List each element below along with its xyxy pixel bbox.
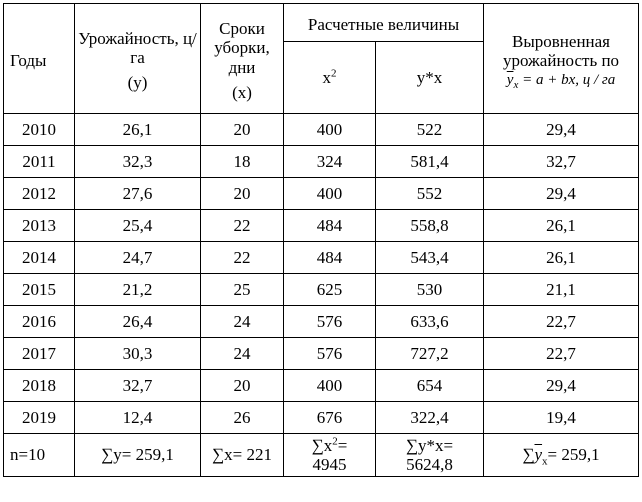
cell-year: 2015	[4, 274, 75, 306]
table-row	[4, 402, 639, 434]
cell-x2: 484	[284, 242, 376, 274]
cell-x2: 400	[284, 114, 376, 146]
cell-year: 2010	[4, 114, 75, 146]
cell-yx: 552	[376, 178, 484, 210]
table-row	[4, 210, 639, 242]
cell-days: 24	[201, 338, 284, 370]
cell-leveled: 32,7	[484, 146, 639, 178]
table-body	[4, 114, 639, 434]
header-leveled-formula: $\overline{y}_x = a$ + bx, ц / га	[506, 72, 616, 92]
cell-yx: 633,6	[376, 306, 484, 338]
cell-leveled: 19,4	[484, 402, 639, 434]
table-row	[4, 274, 639, 306]
footer-sum-x2: $\sum x^2=$ 4945	[284, 434, 376, 477]
cell-days: 24	[201, 306, 284, 338]
cell-year: 2016	[4, 306, 75, 338]
cell-x2: 400	[284, 370, 376, 402]
cell-yx: 581,4	[376, 146, 484, 178]
table-row	[4, 338, 639, 370]
cell-days: 20	[201, 114, 284, 146]
footer-sum-leveled: $\sum\overline{y}_x= 259,1$	[484, 434, 639, 477]
cell-year: 2012	[4, 178, 75, 210]
cell-leveled: 26,1	[484, 210, 639, 242]
cell-yield: 27,6	[75, 178, 201, 210]
table-row	[4, 178, 639, 210]
cell-x2: 400	[284, 178, 376, 210]
cell-yx: 322,4	[376, 402, 484, 434]
cell-yx: 530	[376, 274, 484, 306]
table-footer-row	[4, 434, 639, 477]
cell-days: 18	[201, 146, 284, 178]
cell-x2: 484	[284, 210, 376, 242]
table-row	[4, 114, 639, 146]
cell-year: 2019	[4, 402, 75, 434]
cell-yield: 24,7	[75, 242, 201, 274]
header-leveled-title: Выровненная урожайность по	[502, 32, 620, 71]
cell-x2: 576	[284, 306, 376, 338]
cell-days: 22	[201, 242, 284, 274]
cell-year: 2014	[4, 242, 75, 274]
cell-year: 2017	[4, 338, 75, 370]
cell-yield: 30,3	[75, 338, 201, 370]
cell-days: 22	[201, 210, 284, 242]
header-leveled	[484, 4, 639, 114]
header-x2: $x^2$	[284, 42, 376, 114]
yield-table	[3, 3, 639, 477]
footer-sum-y: ∑y= 259,1	[75, 434, 201, 477]
cell-leveled: 22,7	[484, 338, 639, 370]
cell-yx: 522	[376, 114, 484, 146]
header-yx: y*x	[376, 42, 484, 114]
footer-sum-x: ∑x= 221	[201, 434, 284, 477]
footer-sum-yx: ∑y*x= 5624,8	[376, 434, 484, 477]
cell-yx: 727,2	[376, 338, 484, 370]
cell-yield: 25,4	[75, 210, 201, 242]
cell-year: 2013	[4, 210, 75, 242]
header-calc: Расчетные величины	[284, 4, 484, 42]
header-days-title: Сроки уборки, дни	[214, 19, 270, 77]
cell-days: 20	[201, 370, 284, 402]
cell-x2: 625	[284, 274, 376, 306]
header-yield	[75, 4, 201, 114]
cell-days: 26	[201, 402, 284, 434]
cell-leveled: 26,1	[484, 242, 639, 274]
header-yield-symbol: (y)	[127, 73, 148, 93]
table-row	[4, 370, 639, 402]
cell-leveled: 29,4	[484, 114, 639, 146]
cell-yield: 26,4	[75, 306, 201, 338]
cell-days: 25	[201, 274, 284, 306]
cell-year: 2018	[4, 370, 75, 402]
cell-yield: 21,2	[75, 274, 201, 306]
cell-x2: 676	[284, 402, 376, 434]
cell-yield: 32,7	[75, 370, 201, 402]
cell-leveled: 29,4	[484, 178, 639, 210]
table-row	[4, 306, 639, 338]
header-days-symbol: (x)	[232, 82, 252, 102]
header-yield-title: Урожайность, ц/га	[78, 28, 197, 67]
table-row	[4, 146, 639, 178]
cell-days: 20	[201, 178, 284, 210]
cell-yx: 558,8	[376, 210, 484, 242]
cell-leveled: 29,4	[484, 370, 639, 402]
table-row	[4, 242, 639, 274]
header-years: Годы	[4, 4, 75, 114]
cell-yx: 654	[376, 370, 484, 402]
cell-yield: 12,4	[75, 402, 201, 434]
cell-yield: 26,1	[75, 114, 201, 146]
footer-n: n=10	[4, 434, 75, 477]
header-days	[201, 4, 284, 114]
cell-leveled: 21,1	[484, 274, 639, 306]
cell-x2: 576	[284, 338, 376, 370]
cell-year: 2011	[4, 146, 75, 178]
cell-yield: 32,3	[75, 146, 201, 178]
cell-yx: 543,4	[376, 242, 484, 274]
cell-x2: 324	[284, 146, 376, 178]
cell-leveled: 22,7	[484, 306, 639, 338]
